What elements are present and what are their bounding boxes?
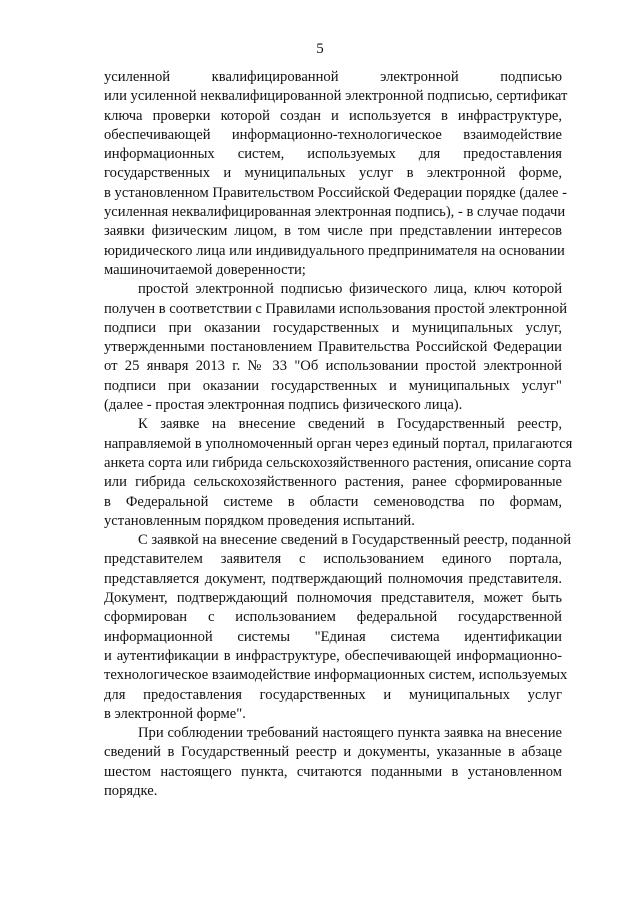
text-line: от 25 января 2013 г. № 33 "Об использовании простой электронной <box>104 358 562 375</box>
text-line: К заявке на внесение сведений в Государственный реестр, <box>138 416 562 433</box>
text-line: При соблюдении требований настоящего пункта заявка на внесение <box>138 725 562 742</box>
text-line: или гибрида сельскохозяйственного растения, ранее сформированные <box>104 474 562 491</box>
text-line: информационной системы "Единая система идентификации <box>104 628 562 645</box>
text-line: подписи при оказании государственных и муниципальных услуг" <box>104 377 562 394</box>
text-line: шестом настоящего пункта, считаются поданными в установленном <box>104 763 562 780</box>
document-body <box>104 68 573 801</box>
text-line: утвержденными постановлением Правительства Российской Федерации <box>104 339 562 356</box>
text-line: С заявкой на внесение сведений в Государственный реестр, поданной <box>138 532 572 549</box>
text-line: машиночитаемой доверенности; <box>104 261 306 278</box>
text-line: анкета сорта или гибрида сельскохозяйственного растения, описание сорта <box>104 454 572 471</box>
text-line: информационных систем, используемых для предоставления <box>104 146 562 163</box>
text-line: в электронной форме". <box>104 705 246 722</box>
text-line: сформирован с использованием федеральной государственной <box>104 609 562 626</box>
text-line: обеспечивающей информационно-технологическое взаимодействие <box>104 126 562 143</box>
text-line: (далее - простая электронная подпись физического лица). <box>104 397 463 414</box>
text-line: усиленной квалифицированной электронной подписью <box>104 69 562 85</box>
text-line: получен в соответствии с Правилами использования простой электронной <box>104 300 568 317</box>
text-line: заявки физическим лицом, в том числе при представлении интересов <box>104 223 562 240</box>
text-line: технологическое взаимодействие информационных систем, используемых <box>104 667 568 684</box>
text-line: в Федеральной системе в области семеноводства по формам, <box>104 493 562 510</box>
text-line: ключа проверки которой создан и используется в инфраструктуре, <box>104 107 562 124</box>
text-line: для предоставления государственных и муниципальных услуг <box>104 686 562 703</box>
text-line: представителем заявителя с использованием единого портала, <box>104 551 562 568</box>
text-line: сведений в Государственный реестр и документы, указанные в абзаце <box>104 744 562 761</box>
text-line: порядке. <box>104 782 158 799</box>
text-line: установленным порядком проведения испытаний. <box>104 512 415 529</box>
text-line: и аутентификации в инфраструктуре, обеспечивающей информационно- <box>104 647 562 664</box>
text-line: юридического лица или индивидуального предпринимателя на основании <box>104 242 565 259</box>
text-line: подписи при оказании государственных и муниципальных услуг, <box>104 319 562 336</box>
text-line: усиленная неквалифицированная электронная подпись), - в случае подачи <box>104 204 566 221</box>
text-line: или усиленной неквалифицированной электронной подписью, сертификат <box>104 88 568 105</box>
text-line: в установленном Правительством Российской Федерации порядке (далее - <box>104 184 567 201</box>
text-line: простой электронной подписью физического лица, ключ которой <box>138 281 562 298</box>
text-line: направляемой в уполномоченный орган через единый портал, прилагаются <box>104 435 573 452</box>
text-line: Документ, подтверждающий полномочия представителя, может быть <box>104 590 562 607</box>
text-line: представляется документ, подтверждающий полномочия представителя. <box>104 570 562 587</box>
text-line: государственных и муниципальных услуг в электронной форме, <box>104 165 562 182</box>
page-number: 5 <box>316 41 324 57</box>
